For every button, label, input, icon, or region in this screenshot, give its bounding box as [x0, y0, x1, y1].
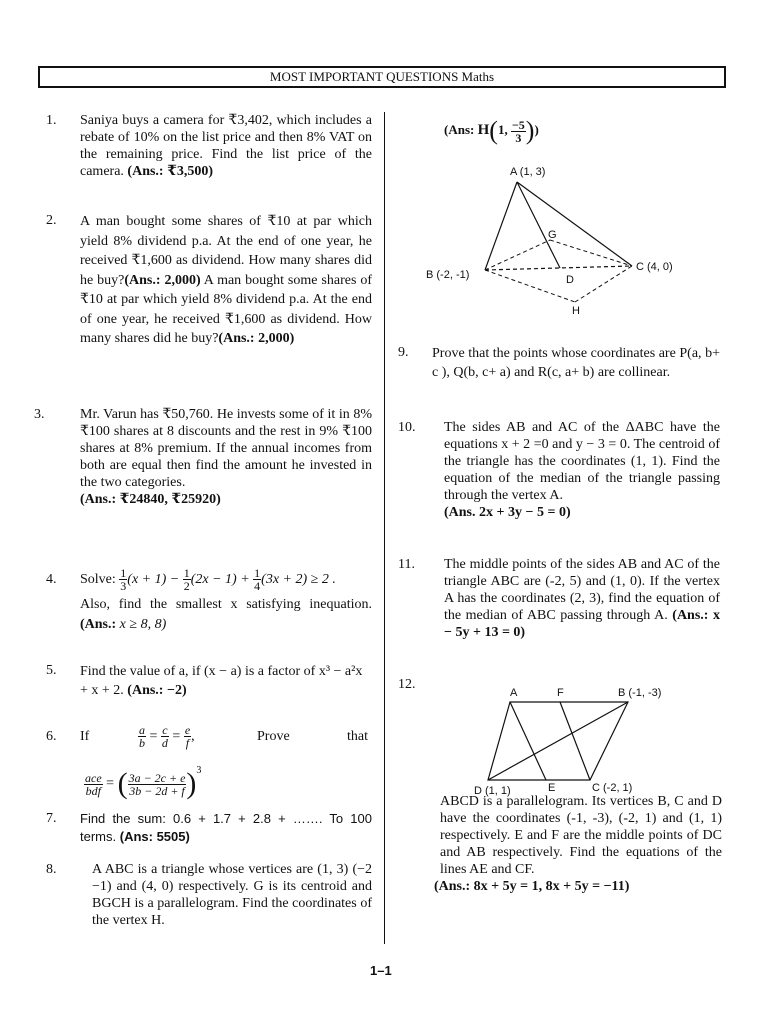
question-12: [434, 793, 722, 913]
column-divider: [384, 112, 385, 944]
question-text: The sides AB and AC of the ΔABC have the equations x + 2 =0 and y − 3 = 0. The centroid of the triangle has the coordinates (1, 1). Find the equation of the median of the triangle passing through the vertex A.: [444, 420, 720, 503]
question-number: 3.: [34, 407, 45, 422]
triangle-figure: [420, 160, 720, 320]
question-text: A ABC is a triangle whose vertices are (1, 3) (−2 −1) and (4, 0) respectively. G is its centroid and BGCH is a parallelogram. Find the coordinates of the vertex H.: [92, 862, 372, 928]
question-text: Prove that the points whose coordinates are P(a, b+ c ), Q(b, c+ a) and R(c, a+ b) are collinear.: [432, 346, 720, 380]
answer: (Ans: 5505): [119, 829, 190, 844]
answer-repeat: (Ans.: 2,000): [218, 331, 295, 346]
question-10: [398, 419, 720, 539]
answer: (Ans.: 8x + 5y = 1, 8x + 5y = −11): [434, 879, 630, 894]
label-c: C (4, 0): [636, 261, 673, 273]
question-text: The middle points of the sides AB and AC of the triangle ABC are (-2, 5) and (1, 0). If the vertex A has the coordinates (2, 3), find the equation of the median of ABC passing through A.: [444, 557, 720, 623]
fraction: $\frac{1}{4}$: [254, 566, 261, 594]
edge-gc: [550, 240, 632, 266]
question-4: [46, 565, 372, 639]
question-8-answer: (Ans: H(1, $\frac{-5}{3}$ )): [444, 116, 539, 146]
label-b: B (-2, -1): [426, 269, 470, 281]
question-5: [46, 662, 372, 702]
fraction: $\frac{1}{2}$: [183, 566, 190, 594]
question-text: Find the value of a, if (x − a) is a factor of x³ − a²x + x + 2.: [80, 664, 363, 698]
question-7: [46, 810, 372, 846]
question-number: 7.: [46, 811, 57, 826]
label-h: H: [572, 305, 580, 317]
question-text: Also, find the smallest x satisfying inequation.: [80, 597, 372, 612]
question-number: 8.: [46, 862, 57, 877]
median-ad: [517, 182, 560, 268]
label-c: C (-2, 1): [592, 782, 633, 794]
given-ratio: $\frac{a}{b}$ = $\frac{c}{d}$ = $\frac{e}{f}$ ,: [139, 723, 195, 751]
answer: (Ans. 2x + 3y − 5 = 0): [444, 505, 571, 520]
identity: $\frac{\text{ace}}{\text{bdf}}$ = ( $\frac{3a - 2c + e}{3b - 2d + f}$ )$^3$: [85, 765, 202, 800]
question-number: 6.: [46, 729, 57, 744]
question-text: ABCD is a parallelogram. Its vertices B, C and D have the coordinates (-1, -3), (-2, 1) and (1, 1) respectively. E and F are the middle points of DC and AB respectively. Find the equations of the lines AE and CF.: [440, 794, 722, 877]
answer: (Ans.: ₹24840, ₹25920): [80, 492, 221, 507]
question-number: 9.: [398, 345, 409, 360]
line-cf: [560, 702, 590, 780]
label-a: A (1, 3): [510, 166, 546, 178]
question-text: Mr. Varun has ₹50,760. He invests some of it in 8% ₹100 shares at 8 discounts and the rest in 9% ₹100 shares at 8% premium. If the annual incomes from both are equal then find the amount he invested in the two categories.: [80, 407, 372, 490]
question-number: 12.: [398, 677, 416, 692]
label-g: G: [548, 229, 557, 241]
question-1: [46, 112, 372, 196]
question-text: Find the sum: 0.6 + 1.7 + 2.8 + ……. To 100 terms.: [80, 811, 372, 844]
answer: (Ans.: 2,000): [124, 272, 201, 288]
edge-hc: [575, 266, 632, 302]
page-number: 1–1: [370, 963, 392, 978]
edge-bh: [485, 270, 575, 302]
question-number: 10.: [398, 420, 416, 435]
question-number: 11.: [398, 557, 415, 572]
label-a: A: [510, 687, 518, 699]
label-f: F: [557, 687, 564, 699]
question-number: 4.: [46, 572, 57, 587]
question-3: [34, 406, 372, 546]
line-ae: [510, 702, 546, 780]
question-8: [46, 861, 372, 945]
question-9: [398, 344, 720, 402]
label-b: B (-1, -3): [618, 687, 662, 699]
question-12-number: [398, 676, 428, 694]
page-header: [38, 66, 726, 88]
question-text: A man bought some shares of ₹10 at par which yield 8% dividend p.a. At the end of one year, he received ₹1,600 as dividend. How many shares did he buy?: [80, 214, 372, 288]
parallelogram-figure: [460, 680, 720, 800]
question-number: 1.: [46, 113, 57, 128]
diagonal-bd: [488, 702, 628, 780]
edge-ac: [517, 182, 632, 266]
answer: (Ans.: −2): [127, 683, 187, 698]
question-text: Saniya buys a camera for ₹3,402, which includes a rebate of 10% on the list price and then 8% VAT on the remaining price. Find the list price of the camera.: [80, 113, 372, 179]
answer: (Ans.: x − 5y + 13 = 0): [444, 608, 721, 640]
question-2: [46, 212, 372, 384]
answer: (Ans.: ₹3,500): [127, 164, 213, 179]
question-11: [398, 556, 720, 660]
label-e: E: [548, 782, 556, 794]
question-6: 6. If $\frac{a}{b}$ = $\frac{c}{d}$ = $\frac{e}{f}$ , Prove that $\frac{\text{ace}}{\text{bdf}}$ = ( $\frac{3a - 2c + e}{3b - 2d + f}$ )$^3$: [46, 720, 372, 808]
answer-label: (Ans.:: [80, 617, 117, 632]
label-d: D: [566, 274, 574, 286]
label-d: D (1, 1): [474, 785, 511, 797]
fraction: $\frac{1}{3}$: [120, 566, 127, 594]
inequation: Solve: $\frac{1}{3}$ (x + 1) − $\frac{1}{2}$ (2x − 1) + $\frac{1}{4}$ (3x + 2) ≥ 2 .: [80, 566, 336, 594]
edge-ab: [485, 182, 517, 270]
question-text-repeat: A man bought some shares of ₹10 at par which yield 8% dividend p.a. At the end of one year, he received ₹1,600 as dividend. How many shares did he buy?: [80, 272, 372, 346]
edge-bc: [485, 266, 632, 270]
header-title: MOST IMPORTANT QUESTIONS Maths: [269, 69, 495, 84]
answer-value: x ≥ 8, 8): [119, 617, 167, 632]
question-number: 5.: [46, 663, 57, 678]
question-number: 2.: [46, 213, 57, 228]
